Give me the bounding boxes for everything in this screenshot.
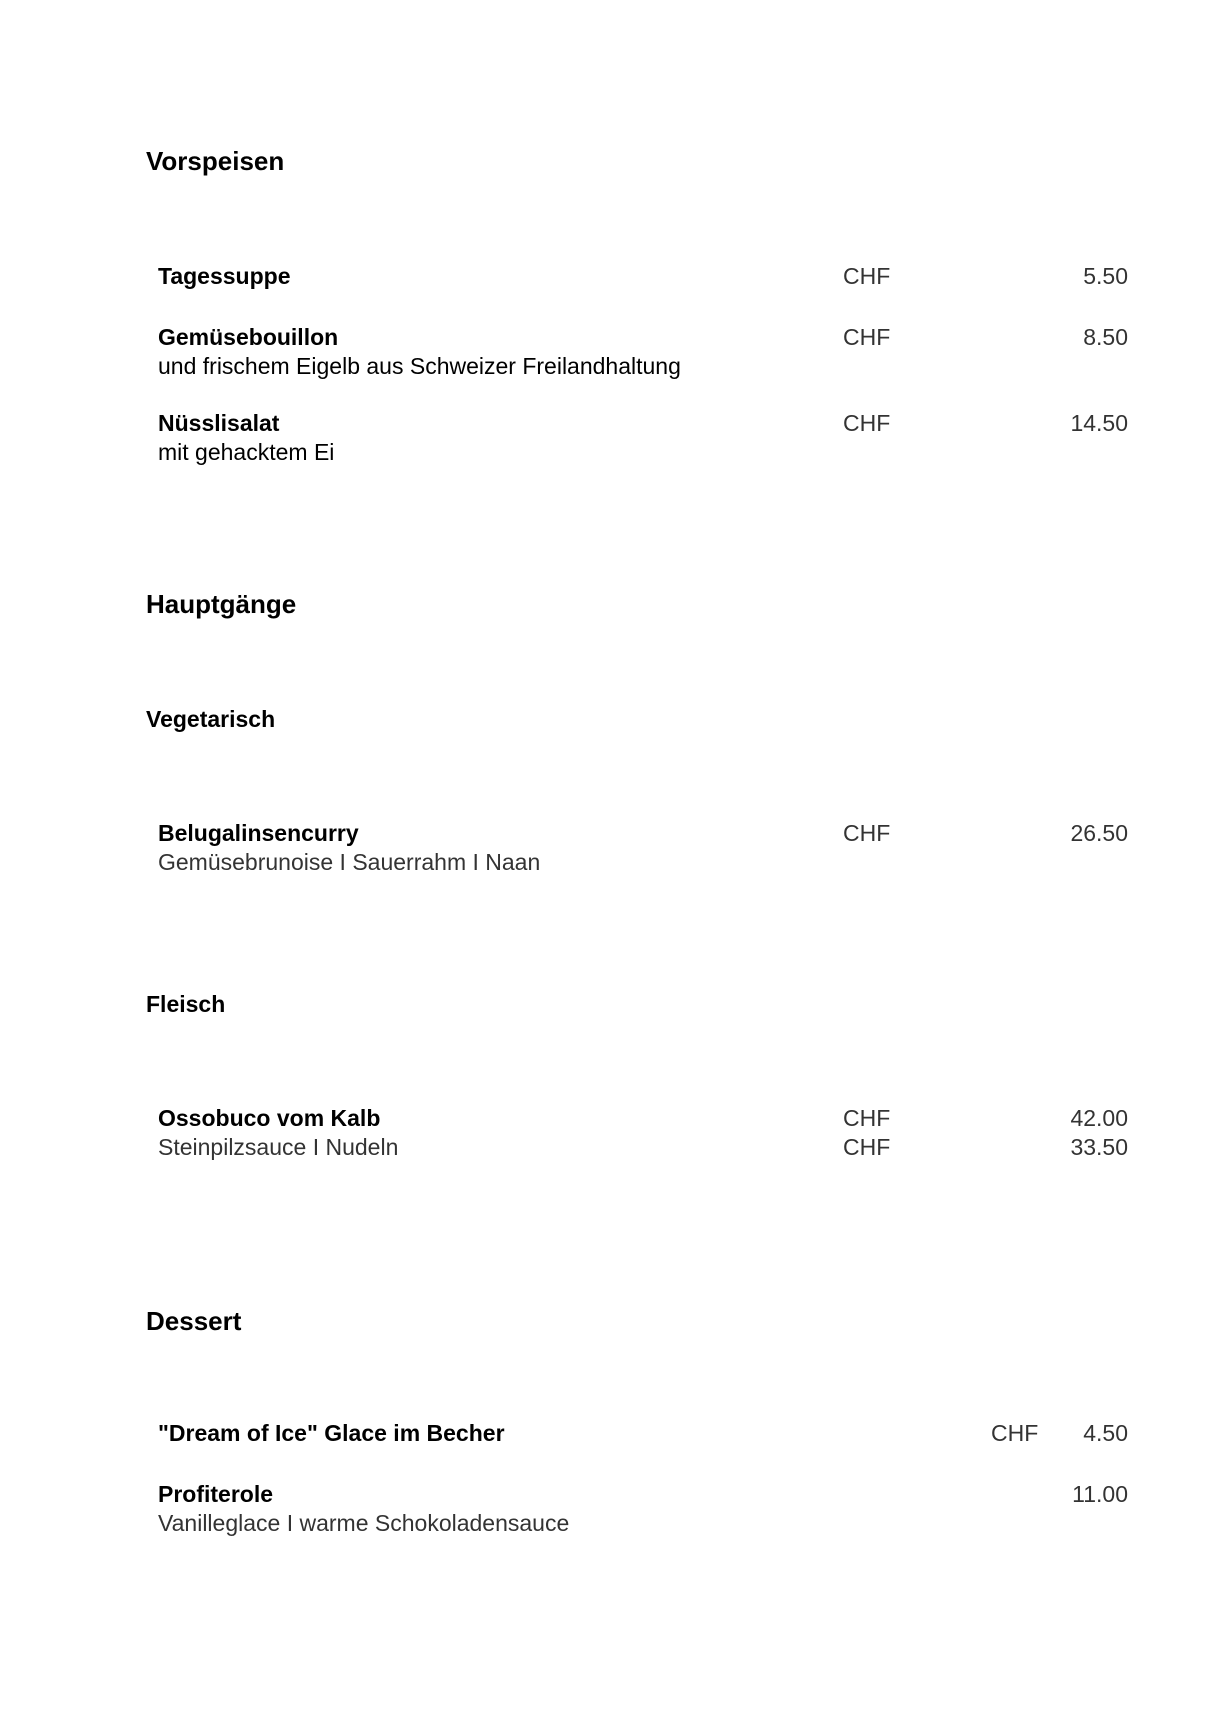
- item-name-belugalinsencurry: Belugalinsencurry: [158, 820, 359, 846]
- item-desc-belugalinsencurry: Gemüsebrunoise I Sauerrahm I Naan: [158, 849, 541, 875]
- section-title-hauptgaenge: Hauptgänge: [146, 589, 297, 619]
- item-desc-nuesslisalat: mit gehacktem Ei: [158, 439, 335, 465]
- item-name-ossobuco: Ossobuco vom Kalb: [158, 1105, 381, 1131]
- price-belugalinsencurry: 26.50: [1070, 820, 1128, 846]
- item-name-tagessuppe: Tagessuppe: [158, 263, 291, 289]
- price-dream-of-ice: 4.50: [1083, 1420, 1128, 1446]
- price-tagessuppe: 5.50: [1083, 263, 1128, 289]
- currency-label: CHF: [991, 1420, 1039, 1446]
- item-desc-gemuesebouillon: und frischem Eigelb aus Schweizer Freilandhaltung: [158, 353, 681, 379]
- item-name-nuesslisalat: Nüsslisalat: [158, 410, 280, 436]
- price-ossobuco: 42.00: [1070, 1105, 1128, 1131]
- price-nuesslisalat: 14.50: [1070, 410, 1128, 436]
- item-name-dream-of-ice: "Dream of Ice" Glace im Becher: [158, 1420, 505, 1446]
- currency-label: CHF: [843, 1134, 891, 1160]
- item-desc-ossobuco: Steinpilzsauce I Nudeln: [158, 1134, 399, 1160]
- currency-label: CHF: [843, 263, 891, 289]
- subsection-title-vegetarisch: Vegetarisch: [146, 706, 276, 732]
- section-title-dessert: Dessert: [146, 1306, 242, 1336]
- price-gemuesebouillon: 8.50: [1083, 324, 1128, 350]
- section-title-vorspeisen: Vorspeisen: [146, 146, 285, 176]
- price-profiterole: 11.00: [1072, 1481, 1128, 1507]
- item-name-profiterole: Profiterole: [158, 1481, 274, 1507]
- currency-label: CHF: [843, 410, 891, 436]
- currency-label: CHF: [843, 324, 891, 350]
- price-ossobuco-secondary: 33.50: [1070, 1134, 1128, 1160]
- currency-label: CHF: [843, 820, 891, 846]
- item-name-gemuesebouillon: Gemüsebouillon: [158, 324, 339, 350]
- currency-label: CHF: [843, 1105, 891, 1131]
- subsection-title-fleisch: Fleisch: [146, 991, 226, 1017]
- item-desc-profiterole: Vanilleglace I warme Schokoladensauce: [158, 1510, 570, 1536]
